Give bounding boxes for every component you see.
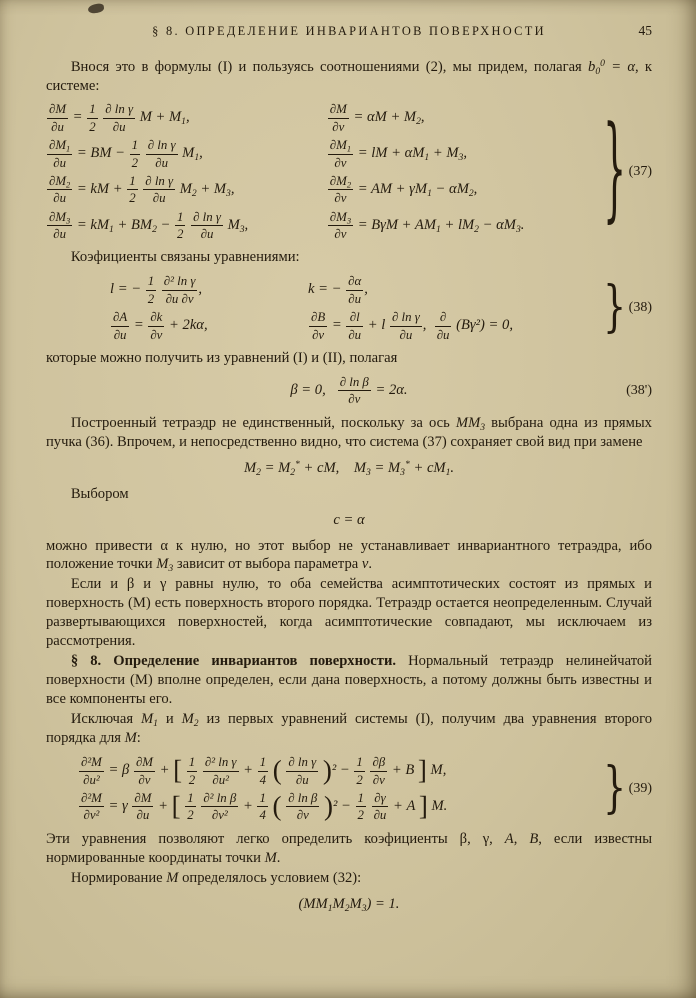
fraction: $\frac{1}{2}$	[147, 274, 155, 306]
equation-row	[46, 375, 652, 407]
inline-math: $MM_3$	[455, 414, 486, 433]
fraction: $\frac{\partial M_2}{\partial v}$	[329, 173, 352, 206]
equation-block	[46, 755, 652, 823]
fraction: $\frac{\partial M}{\partial v}$	[135, 755, 153, 787]
equation: $\frac{\text{∂²M}}{\text{∂u²}}$ = β $\frac{\partial M}{\partial v}$ + [ $\frac{1}{2}$ $\frac{\text{∂² ln γ}}{\text{∂u²}}$ + $\frac{1}{4}$ ( $\frac{\text{∂ ln γ}}{\partial u}$ )² − $\frac{1}{2}$ $\frac{\partial\beta}{\partial v}$ + B ] M,	[81, 755, 447, 787]
inline-math: $M_1$	[140, 711, 158, 730]
fraction: $\frac{\text{∂²M}}{\text{∂u²}}$	[81, 755, 102, 787]
big-delimiter: )	[322, 755, 332, 786]
inline-math: M	[264, 849, 277, 866]
inline-math: $b_0^0 = \alpha$	[588, 57, 635, 77]
page-number: 45	[638, 23, 652, 38]
equation: c = α	[333, 511, 365, 528]
inline-math: M	[166, 869, 179, 886]
inline-math: B	[529, 830, 539, 847]
fraction: $\frac{\text{∂² ln γ}}{\partial u \partial v}$	[163, 274, 196, 306]
inline-math: A	[504, 830, 514, 847]
big-delimiter: (	[272, 790, 282, 821]
equation-row	[46, 210, 586, 242]
fraction: $\frac{\text{∂ ln β}}{\partial v}$	[339, 374, 369, 407]
equation-number: (38)	[628, 300, 652, 316]
equation-row	[110, 274, 560, 306]
equation-row	[46, 174, 586, 206]
fraction: $\frac{\text{∂ ln γ}}{\partial u}$	[193, 209, 221, 242]
equation-row	[46, 102, 586, 134]
inline-math: v	[361, 556, 369, 573]
equation: $\frac{\partial M}{\partial u}$ = $\frac{1}{2}$ $\frac{\text{∂ ln γ}}{\partial u}$ $M + M_1$,	[49, 102, 190, 134]
fraction: $\frac{\text{∂²M}}{\text{∂v²}}$	[81, 790, 102, 823]
equation-body	[46, 274, 652, 342]
fraction: $\frac{\text{∂ ln γ}}{\partial u}$	[391, 310, 420, 342]
equation-block	[46, 511, 652, 530]
fraction: $\frac{\partial\alpha}{\partial u}$	[348, 274, 362, 306]
ink-blot	[87, 3, 104, 14]
fraction: $\frac{\text{∂² ln γ}}{\text{∂u²}}$	[204, 755, 237, 787]
equation-number: (38')	[626, 382, 652, 398]
system-brace: }	[603, 756, 626, 820]
equation: $\frac{\partial M_3}{\partial u}$ = $kM_1 + BM_2$ − $\frac{1}{2}$ $\frac{\text{∂ ln γ}}{\partial u}$ $M_3$,	[49, 209, 249, 242]
big-delimiter: [	[173, 755, 183, 786]
paragraph: Если и β и γ равны нулю, то оба семейства асимптотических состоят из прямых и поверхность (M) есть поверхность второго порядка. Тетраэдр остается неопределенным. Случай развертывающихся поверхностей, когда асимптотические совпадают, мы исключаем из рассмотрения.	[46, 576, 652, 650]
fraction: $\frac{\text{∂ ln γ}}{\partial u}$	[288, 755, 317, 787]
fraction: $\frac{\text{∂² ln β}}{\text{∂v²}}$	[203, 790, 237, 823]
fraction: $\frac{\partial M}{\partial u}$	[134, 790, 152, 823]
equation: $\frac{\text{∂²M}}{\text{∂v²}}$ = γ $\frac{\partial M}{\partial u}$ + [ $\frac{1}{2}$ $\frac{\text{∂² ln β}}{\text{∂v²}}$ + $\frac{1}{4}$ ( $\frac{\text{∂ ln β}}{\partial v}$ )² − $\frac{1}{2}$ $\frac{\partial\gamma}{\partial u}$ + A ] M.	[81, 790, 448, 823]
equation-number: (39)	[628, 780, 652, 796]
equation-block	[46, 459, 652, 478]
equation-block	[46, 102, 652, 241]
big-delimiter: ]	[418, 790, 428, 821]
fraction: $\frac{\partial M_2}{\partial u}$	[49, 173, 71, 206]
running-head	[46, 22, 652, 40]
system-brace: }	[603, 105, 626, 235]
fraction: $\frac{\text{∂ ln γ}}{\partial u}$	[105, 102, 134, 134]
equation-row	[78, 791, 588, 823]
paragraph: Выбором	[70, 485, 129, 502]
section-running-title: § 8. ОПРЕДЕЛЕНИЕ ИНВАРИАНТОВ ПОВЕРХНОСТИ	[152, 24, 546, 38]
inline-math: $M_3$	[156, 556, 174, 575]
paragraph: Внося это в формулы (I) и пользуясь соотношениями (2), мы придем, полагая $b_0^0 = \alpha$, к системе:	[46, 57, 653, 94]
equation: $\frac{\partial M_1}{\partial v}$ = lM + $\alpha M_1 + M_3$,	[329, 138, 467, 170]
fraction: $\frac{1}{4}$	[259, 790, 266, 823]
paragraph: § 8. Определение инвариантов поверхности. Нормальный тетраэдр нелинейчатой поверхности (M) вполне определен, если дана поверхность, а потому должны быть известны и все компоненты его.	[46, 653, 652, 708]
equation: $\frac{\partial M_1}{\partial u}$ = BM − $\frac{1}{2}$ $\frac{\text{∂ ln γ}}{\partial u}$ $M_1$,	[49, 138, 203, 170]
fraction: $\frac{\text{∂ ln β}}{\partial v}$	[288, 790, 318, 823]
fraction: $\frac{\partial\gamma}{\partial u}$	[373, 790, 387, 823]
fraction: $\frac{\partial}{\partial u}$	[436, 310, 450, 342]
equation-block	[46, 895, 652, 914]
equation: $\frac{\partial M}{\partial v}$ = $\alpha M + M_2$,	[329, 102, 425, 134]
paragraph: Нормирование M определялось условием (32):	[70, 869, 362, 886]
page-content	[46, 58, 652, 914]
equation: $(MM_1M_2M_3) = 1$.	[298, 895, 400, 914]
equation-number: (37)	[628, 163, 652, 179]
fraction: $\frac{\partial k}{\partial v}$	[150, 310, 163, 342]
equation-body	[46, 755, 652, 823]
fraction: $\frac{\partial\beta}{\partial v}$	[372, 755, 386, 787]
fraction: $\frac{1}{2}$	[357, 790, 364, 823]
inline-math: $M_2$	[181, 711, 199, 730]
big-delimiter: [	[171, 790, 181, 821]
paragraph: Построенный тетраэдр не единственный, поскольку за ось $MM_3$ выбрана одна из прямых пучка (36). Впрочем, и непосредственно видно, что система (37) сохраняет свой вид при замене	[46, 414, 652, 450]
equation: k = − $\frac{\partial\alpha}{\partial u}$ ,	[308, 274, 368, 306]
fraction: $\frac{1}{2}$	[89, 102, 96, 134]
equation-body	[46, 102, 652, 241]
paragraph: Коэфициенты связаны уравнениями:	[70, 249, 300, 266]
equation-row	[46, 459, 652, 478]
equation: $\frac{\partial B}{\partial v}$ = $\frac{\partial l}{\partial u}$ + l $\frac{\text{∂ ln γ}}{\partial u}$ , $\frac{\partial}{\partial u}$ (Bγ²) = 0,	[311, 310, 513, 342]
big-delimiter: ]	[417, 755, 427, 786]
equation: $\frac{\partial A}{\partial u}$ = $\frac{\partial k}{\partial v}$ + 2kα,	[113, 310, 208, 342]
equation: l = − $\frac{1}{2}$ $\frac{\text{∂² ln γ}}{\partial u \partial v}$ ,	[110, 274, 203, 306]
fraction: $\frac{\partial M_1}{\partial v}$	[329, 138, 352, 170]
big-delimiter: (	[272, 755, 282, 786]
fraction: $\frac{1}{2}$	[129, 173, 136, 206]
equation-block	[46, 274, 652, 342]
equation: β = 0, $\frac{\text{∂ ln β}}{\partial v}$ = 2α.	[290, 374, 408, 407]
system-brace: }	[603, 276, 626, 339]
equation-row	[46, 895, 652, 914]
equation-body	[46, 511, 652, 530]
equation-body	[46, 459, 652, 478]
equation-body	[46, 375, 652, 407]
equation: $\frac{\partial M_3}{\partial v}$ = $B\gamma M + AM_1 + lM_2 - \alpha M_3$.	[329, 209, 525, 242]
big-delimiter: )	[323, 790, 333, 821]
fraction: $\frac{1}{2}$	[177, 209, 184, 242]
equation-block	[46, 375, 652, 407]
equation-row	[46, 511, 652, 530]
paragraph: которые можно получить из уравнений (I) и (II), полагая	[46, 349, 398, 366]
equation-row	[46, 138, 586, 170]
fraction: $\frac{\partial A}{\partial u}$	[113, 310, 128, 342]
fraction: $\frac{\text{∂ ln γ}}{\partial u}$	[145, 173, 174, 206]
equation-row	[110, 310, 560, 342]
fraction: $\frac{\partial M}{\partial v}$	[329, 102, 347, 134]
equation: $\frac{\partial M_2}{\partial u}$ = kM + $\frac{1}{2}$ $\frac{\text{∂ ln γ}}{\partial u}$ $M_2 + M_3$,	[49, 173, 235, 206]
fraction: $\frac{\partial M_1}{\partial u}$	[49, 138, 71, 170]
equation-body	[46, 895, 652, 914]
fraction: $\frac{1}{2}$	[131, 138, 139, 170]
paragraph: можно привести α к нулю, но этот выбор не устанавливает инвариантного тетраэдра, ибо положение точки $M_3$ зависит от выбора параметра v.	[46, 537, 652, 575]
fraction: $\frac{1}{2}$	[356, 755, 363, 787]
fraction: $\frac{\partial l}{\partial u}$	[348, 310, 362, 342]
fraction: $\frac{\partial B}{\partial v}$	[311, 310, 326, 342]
equation-row	[78, 755, 588, 787]
fraction: $\frac{\partial M_3}{\partial u}$	[49, 209, 71, 242]
fraction: $\frac{1}{2}$	[188, 755, 196, 787]
paragraph: Исключая $M_1$ и $M_2$ из первых уравнений системы (I), получим два уравнения второго порядка для M:	[46, 711, 653, 747]
paragraph: Эти уравнения позволяют легко определить коэфициенты β, γ, A, B, если известны нормированные координаты точки M.	[46, 830, 653, 866]
equation: $M_2 = M_2^*$ + cM, $M_3 = M_3^* + cM_1$.	[243, 458, 455, 478]
fraction: $\frac{1}{2}$	[187, 790, 194, 823]
inline-math: M	[124, 730, 137, 747]
fraction: $\frac{1}{4}$	[259, 755, 267, 787]
fraction: $\frac{\text{∂ ln γ}}{\partial u}$	[147, 138, 176, 170]
fraction: $\frac{\partial M_3}{\partial v}$	[329, 209, 352, 242]
fraction: $\frac{\partial M}{\partial u}$	[49, 102, 67, 134]
equation: $\frac{\partial M_2}{\partial v}$ = AM + $\gamma M_1 - \alpha M_2$,	[329, 173, 478, 206]
